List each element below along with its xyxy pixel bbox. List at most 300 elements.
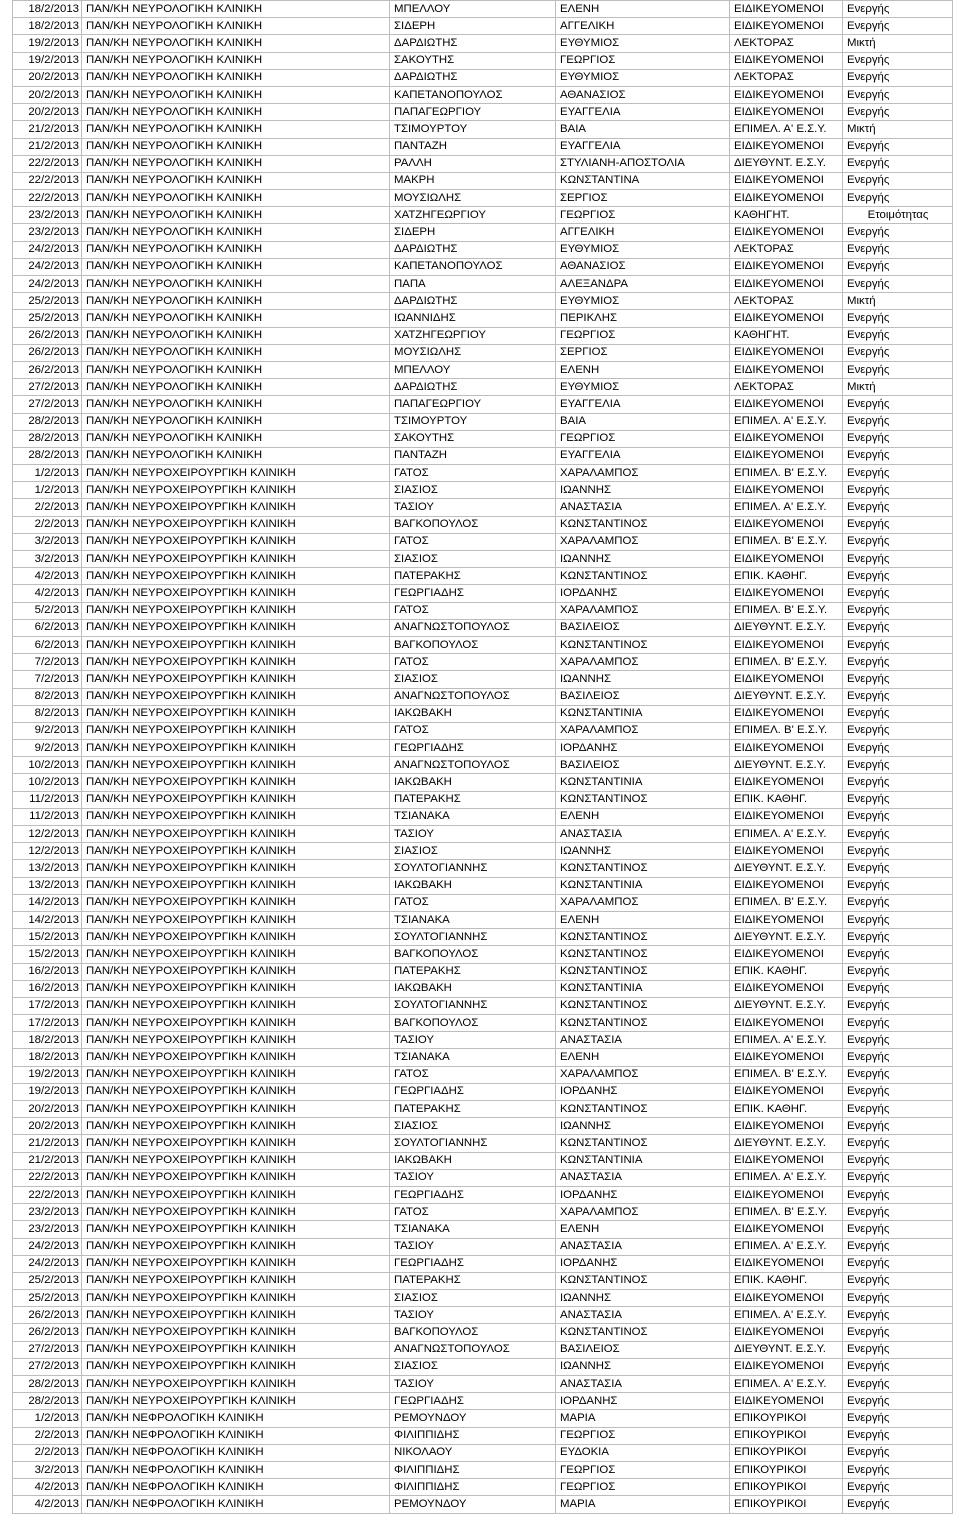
position-cell: ΕΙΔΙΚΕΥΟΜΕΝΟΙ [730, 585, 843, 602]
date-cell: 18/2/2013 [13, 1049, 82, 1066]
position-cell: ΕΙΔΙΚΕΥΟΜΕΝΟΙ [730, 224, 843, 241]
first-name-cell: ΚΩΝΣΤΑΝΤΙΝΙΑ [556, 1152, 730, 1169]
date-cell: 18/2/2013 [13, 1032, 82, 1049]
first-name-cell: ΣΕΡΓΙΟΣ [556, 190, 730, 207]
first-name-cell: ΙΩΑΝΝΗΣ [556, 1290, 730, 1307]
first-name-cell: ΑΓΓΕΛΙΚΗ [556, 18, 730, 35]
position-cell: ΛΕΚΤΟΡΑΣ [730, 35, 843, 52]
surname-cell: ΒΑΓΚΟΠΟΥΛΟΣ [390, 636, 556, 653]
duty-type-cell: Ενεργής [843, 1376, 953, 1393]
clinic-cell: ΠΑΝ/ΚΗ ΝΕΥΡΟΧΕΙΡΟΥΡΓΙΚΗ ΚΛΙΝΙΚΗ [82, 636, 390, 653]
duty-type-cell: Ενεργής [843, 722, 953, 739]
position-cell: ΕΠΙΚ. ΚΑΘΗΓ. [730, 1101, 843, 1118]
surname-cell: ΓΑΤΟΣ [390, 602, 556, 619]
surname-cell: ΓΑΤΟΣ [390, 533, 556, 550]
surname-cell: ΜΠΕΛΛΟΥ [390, 361, 556, 378]
table-row [13, 1101, 953, 1118]
duty-type-cell: Ενεργής [843, 430, 953, 447]
clinic-cell: ΠΑΝ/ΚΗ ΝΕΥΡΟΧΕΙΡΟΥΡΓΙΚΗ ΚΛΙΝΙΚΗ [82, 1186, 390, 1203]
date-cell: 12/2/2013 [13, 843, 82, 860]
position-cell: ΕΠΙΜΕΛ. Α' Ε.Σ.Υ. [730, 1238, 843, 1255]
duty-type-cell: Ετοιμότητας [843, 207, 953, 224]
first-name-cell: ΙΟΡΔΑΝΗΣ [556, 740, 730, 757]
table-row [13, 1461, 953, 1478]
surname-cell: ΠΑΤΕΡΑΚΗΣ [390, 791, 556, 808]
table-row [13, 1393, 953, 1410]
date-cell: 6/2/2013 [13, 636, 82, 653]
surname-cell: ΤΑΣΙΟΥ [390, 1169, 556, 1186]
date-cell: 27/2/2013 [13, 1358, 82, 1375]
duty-type-cell: Ενεργής [843, 447, 953, 464]
first-name-cell: ΕΥΘΥΜΙΟΣ [556, 35, 730, 52]
date-cell: 25/2/2013 [13, 1290, 82, 1307]
first-name-cell: ΒΑΣΙΛΕΙΟΣ [556, 757, 730, 774]
date-cell: 24/2/2013 [13, 276, 82, 293]
clinic-cell: ΠΑΝ/ΚΗ ΝΕΥΡΟΧΕΙΡΟΥΡΓΙΚΗ ΚΛΙΝΙΚΗ [82, 499, 390, 516]
surname-cell: ΜΟΥΣΙΩΛΗΣ [390, 344, 556, 361]
date-cell: 25/2/2013 [13, 1272, 82, 1289]
date-cell: 3/2/2013 [13, 1461, 82, 1478]
clinic-cell: ΠΑΝ/ΚΗ ΝΕΥΡΟΧΕΙΡΟΥΡΓΙΚΗ ΚΛΙΝΙΚΗ [82, 791, 390, 808]
position-cell: ΕΙΔΙΚΕΥΟΜΕΝΟΙ [730, 1015, 843, 1032]
date-cell: 12/2/2013 [13, 826, 82, 843]
table-row [13, 1238, 953, 1255]
surname-cell: ΡΕΜΟΥΝΔΟΥ [390, 1496, 556, 1513]
position-cell: ΚΑΘΗΓΗΤ. [730, 327, 843, 344]
duty-type-cell: Ενεργής [843, 1358, 953, 1375]
table-row [13, 361, 953, 378]
clinic-cell: ΠΑΝ/ΚΗ ΝΕΥΡΟΧΕΙΡΟΥΡΓΙΚΗ ΚΛΙΝΙΚΗ [82, 1169, 390, 1186]
duty-type-cell: Ενεργής [843, 276, 953, 293]
date-cell: 4/2/2013 [13, 568, 82, 585]
table-row [13, 671, 953, 688]
first-name-cell: ΜΑΡΙΑ [556, 1496, 730, 1513]
surname-cell: ΤΑΣΙΟΥ [390, 1307, 556, 1324]
surname-cell: ΣΟΥΛΤΟΓΙΑΝΝΗΣ [390, 860, 556, 877]
duty-type-cell: Μικτή [843, 121, 953, 138]
duty-type-cell: Ενεργής [843, 602, 953, 619]
clinic-cell: ΠΑΝ/ΚΗ ΝΕΥΡΟΛΟΓΙΚΗ ΚΛΙΝΙΚΗ [82, 430, 390, 447]
duty-type-cell: Ενεργής [843, 310, 953, 327]
duty-roster-rows [13, 1, 953, 1514]
date-cell: 26/2/2013 [13, 344, 82, 361]
surname-cell: ΣΙΑΣΙΟΣ [390, 482, 556, 499]
duty-type-cell: Ενεργής [843, 636, 953, 653]
clinic-cell: ΠΑΝ/ΚΗ ΝΕΦΡΟΛΟΓΙΚΗ ΚΛΙΝΙΚΗ [82, 1410, 390, 1427]
table-row [13, 705, 953, 722]
position-cell: ΕΠΙΚ. ΚΑΘΗΓ. [730, 568, 843, 585]
table-row [13, 654, 953, 671]
first-name-cell: ΧΑΡΑΛΑΜΠΟΣ [556, 894, 730, 911]
duty-type-cell: Ενεργής [843, 688, 953, 705]
duty-type-cell: Μικτή [843, 293, 953, 310]
first-name-cell: ΙΟΡΔΑΝΗΣ [556, 1186, 730, 1203]
duty-type-cell: Ενεργής [843, 224, 953, 241]
clinic-cell: ΠΑΝ/ΚΗ ΝΕΥΡΟΧΕΙΡΟΥΡΓΙΚΗ ΚΛΙΝΙΚΗ [82, 602, 390, 619]
clinic-cell: ΠΑΝ/ΚΗ ΝΕΦΡΟΛΟΓΙΚΗ ΚΛΙΝΙΚΗ [82, 1479, 390, 1496]
position-cell: ΕΠΙΚΟΥΡΙΚΟΙ [730, 1410, 843, 1427]
table-row [13, 980, 953, 997]
surname-cell: ΓΑΤΟΣ [390, 1204, 556, 1221]
first-name-cell: ΧΑΡΑΛΑΜΠΟΣ [556, 1204, 730, 1221]
duty-type-cell: Ενεργής [843, 774, 953, 791]
duty-type-cell: Ενεργής [843, 52, 953, 69]
position-cell: ΕΙΔΙΚΕΥΟΜΕΝΟΙ [730, 172, 843, 189]
first-name-cell: ΙΩΑΝΝΗΣ [556, 1118, 730, 1135]
table-row [13, 413, 953, 430]
table-row [13, 551, 953, 568]
clinic-cell: ΠΑΝ/ΚΗ ΝΕΦΡΟΛΟΓΙΚΗ ΚΛΙΝΙΚΗ [82, 1427, 390, 1444]
clinic-cell: ΠΑΝ/ΚΗ ΝΕΥΡΟΧΕΙΡΟΥΡΓΙΚΗ ΚΛΙΝΙΚΗ [82, 1204, 390, 1221]
first-name-cell: ΚΩΝΣΤΑΝΤΙΝΑ [556, 172, 730, 189]
first-name-cell: ΕΥΘΥΜΙΟΣ [556, 69, 730, 86]
position-cell: ΕΠΙΜΕΛ. Β' Ε.Σ.Υ. [730, 465, 843, 482]
first-name-cell: ΚΩΝΣΤΑΝΤΙΝΟΣ [556, 997, 730, 1014]
first-name-cell: ΕΛΕΝΗ [556, 808, 730, 825]
clinic-cell: ΠΑΝ/ΚΗ ΝΕΥΡΟΧΕΙΡΟΥΡΓΙΚΗ ΚΛΙΝΙΚΗ [82, 671, 390, 688]
position-cell: ΔΙΕΥΘΥΝΤ. Ε.Σ.Υ. [730, 1341, 843, 1358]
surname-cell: ΣΙΑΣΙΟΣ [390, 1118, 556, 1135]
surname-cell: ΣΙΑΣΙΟΣ [390, 551, 556, 568]
duty-type-cell: Ενεργής [843, 997, 953, 1014]
surname-cell: ΓΕΩΡΓΙΑΔΗΣ [390, 1255, 556, 1272]
clinic-cell: ΠΑΝ/ΚΗ ΝΕΥΡΟΧΕΙΡΟΥΡΓΙΚΗ ΚΛΙΝΙΚΗ [82, 1135, 390, 1152]
table-row [13, 636, 953, 653]
first-name-cell: ΕΛΕΝΗ [556, 1221, 730, 1238]
clinic-cell: ΠΑΝ/ΚΗ ΝΕΥΡΟΧΕΙΡΟΥΡΓΙΚΗ ΚΛΙΝΙΚΗ [82, 516, 390, 533]
first-name-cell: ΑΝΑΣΤΑΣΙΑ [556, 1307, 730, 1324]
clinic-cell: ΠΑΝ/ΚΗ ΝΕΥΡΟΧΕΙΡΟΥΡΓΙΚΗ ΚΛΙΝΙΚΗ [82, 688, 390, 705]
clinic-cell: ΠΑΝ/ΚΗ ΝΕΦΡΟΛΟΓΙΚΗ ΚΛΙΝΙΚΗ [82, 1444, 390, 1461]
surname-cell: ΧΑΤΖΗΓΕΩΡΓΙΟΥ [390, 327, 556, 344]
table-row [13, 722, 953, 739]
date-cell: 8/2/2013 [13, 688, 82, 705]
first-name-cell: ΒΑΣΙΛΕΙΟΣ [556, 1341, 730, 1358]
clinic-cell: ΠΑΝ/ΚΗ ΝΕΥΡΟΧΕΙΡΟΥΡΓΙΚΗ ΚΛΙΝΙΚΗ [82, 877, 390, 894]
duty-type-cell: Ενεργής [843, 396, 953, 413]
position-cell: ΕΙΔΙΚΕΥΟΜΕΝΟΙ [730, 104, 843, 121]
date-cell: 3/2/2013 [13, 551, 82, 568]
duty-type-cell: Ενεργής [843, 946, 953, 963]
table-row [13, 963, 953, 980]
surname-cell: ΓΑΤΟΣ [390, 465, 556, 482]
duty-type-cell: Ενεργής [843, 671, 953, 688]
table-row [13, 997, 953, 1014]
position-cell: ΔΙΕΥΘΥΝΤ. Ε.Σ.Υ. [730, 860, 843, 877]
clinic-cell: ΠΑΝ/ΚΗ ΝΕΥΡΟΛΟΓΙΚΗ ΚΛΙΝΙΚΗ [82, 224, 390, 241]
table-row [13, 740, 953, 757]
date-cell: 22/2/2013 [13, 155, 82, 172]
table-row [13, 1049, 953, 1066]
clinic-cell: ΠΑΝ/ΚΗ ΝΕΥΡΟΧΕΙΡΟΥΡΓΙΚΗ ΚΛΙΝΙΚΗ [82, 1393, 390, 1410]
first-name-cell: ΕΥΘΥΜΙΟΣ [556, 293, 730, 310]
duty-type-cell: Ενεργής [843, 18, 953, 35]
first-name-cell: ΙΩΑΝΝΗΣ [556, 482, 730, 499]
position-cell: ΕΙΔΙΚΕΥΟΜΕΝΟΙ [730, 190, 843, 207]
date-cell: 20/2/2013 [13, 86, 82, 103]
position-cell: ΕΠΙΜΕΛ. Α' Ε.Σ.Υ. [730, 1307, 843, 1324]
table-row [13, 276, 953, 293]
date-cell: 11/2/2013 [13, 808, 82, 825]
duty-type-cell: Μικτή [843, 35, 953, 52]
position-cell: ΕΠΙΚΟΥΡΙΚΟΙ [730, 1496, 843, 1513]
surname-cell: ΣΙΑΣΙΟΣ [390, 1358, 556, 1375]
position-cell: ΕΙΔΙΚΕΥΟΜΕΝΟΙ [730, 138, 843, 155]
surname-cell: ΤΣΙΑΝΑΚΑ [390, 911, 556, 928]
table-row [13, 1410, 953, 1427]
position-cell: ΕΠΙΜΕΛ. Β' Ε.Σ.Υ. [730, 654, 843, 671]
duty-type-cell: Ενεργής [843, 361, 953, 378]
clinic-cell: ΠΑΝ/ΚΗ ΝΕΥΡΟΧΕΙΡΟΥΡΓΙΚΗ ΚΛΙΝΙΚΗ [82, 860, 390, 877]
position-cell: ΕΙΔΙΚΕΥΟΜΕΝΟΙ [730, 740, 843, 757]
surname-cell: ΣΙΔΕΡΗ [390, 224, 556, 241]
date-cell: 24/2/2013 [13, 1255, 82, 1272]
duty-type-cell: Ενεργής [843, 1, 953, 18]
surname-cell: ΜΠΕΛΛΟΥ [390, 1, 556, 18]
surname-cell: ΦΙΛΙΠΠΙΔΗΣ [390, 1479, 556, 1496]
position-cell: ΕΠΙΚΟΥΡΙΚΟΙ [730, 1479, 843, 1496]
surname-cell: ΤΣΙΑΝΑΚΑ [390, 808, 556, 825]
surname-cell: ΔΑΡΔΙΩΤΗΣ [390, 35, 556, 52]
first-name-cell: ΧΑΡΑΛΑΜΠΟΣ [556, 1066, 730, 1083]
surname-cell: ΤΣΙΜΟΥΡΤΟΥ [390, 121, 556, 138]
table-row [13, 1032, 953, 1049]
surname-cell: ΓΑΤΟΣ [390, 722, 556, 739]
surname-cell: ΜΟΥΣΙΩΛΗΣ [390, 190, 556, 207]
table-row [13, 1255, 953, 1272]
clinic-cell: ΠΑΝ/ΚΗ ΝΕΥΡΟΧΕΙΡΟΥΡΓΙΚΗ ΚΛΙΝΙΚΗ [82, 619, 390, 636]
date-cell: 2/2/2013 [13, 1427, 82, 1444]
table-row [13, 516, 953, 533]
duty-type-cell: Ενεργής [843, 327, 953, 344]
first-name-cell: ΚΩΝΣΤΑΝΤΙΝΟΣ [556, 1135, 730, 1152]
surname-cell: ΒΑΓΚΟΠΟΥΛΟΣ [390, 946, 556, 963]
table-row [13, 877, 953, 894]
first-name-cell: ΚΩΝΣΤΑΝΤΙΝΟΣ [556, 929, 730, 946]
first-name-cell: ΕΛΕΝΗ [556, 361, 730, 378]
duty-type-cell: Ενεργής [843, 1118, 953, 1135]
first-name-cell: ΓΕΩΡΓΙΟΣ [556, 1461, 730, 1478]
position-cell: ΕΙΔΙΚΕΥΟΜΕΝΟΙ [730, 86, 843, 103]
duty-type-cell: Ενεργής [843, 86, 953, 103]
date-cell: 1/2/2013 [13, 482, 82, 499]
surname-cell: ΙΑΚΩΒΑΚΗ [390, 705, 556, 722]
position-cell: ΔΙΕΥΘΥΝΤ. Ε.Σ.Υ. [730, 929, 843, 946]
date-cell: 21/2/2013 [13, 138, 82, 155]
surname-cell: ΣΑΚΟΥΤΗΣ [390, 52, 556, 69]
clinic-cell: ΠΑΝ/ΚΗ ΝΕΥΡΟΛΟΓΙΚΗ ΚΛΙΝΙΚΗ [82, 361, 390, 378]
first-name-cell: ΚΩΝΣΤΑΝΤΙΝΟΣ [556, 963, 730, 980]
position-cell: ΕΙΔΙΚΕΥΟΜΕΝΟΙ [730, 447, 843, 464]
surname-cell: ΔΑΡΔΙΩΤΗΣ [390, 241, 556, 258]
date-cell: 2/2/2013 [13, 1444, 82, 1461]
duty-type-cell: Ενεργής [843, 413, 953, 430]
first-name-cell: ΧΑΡΑΛΑΜΠΟΣ [556, 465, 730, 482]
date-cell: 17/2/2013 [13, 1015, 82, 1032]
clinic-cell: ΠΑΝ/ΚΗ ΝΕΥΡΟΛΟΓΙΚΗ ΚΛΙΝΙΚΗ [82, 155, 390, 172]
clinic-cell: ΠΑΝ/ΚΗ ΝΕΥΡΟΧΕΙΡΟΥΡΓΙΚΗ ΚΛΙΝΙΚΗ [82, 946, 390, 963]
position-cell: ΕΙΔΙΚΕΥΟΜΕΝΟΙ [730, 636, 843, 653]
first-name-cell: ΕΥΑΓΓΕΛΙΑ [556, 447, 730, 464]
clinic-cell: ΠΑΝ/ΚΗ ΝΕΥΡΟΧΕΙΡΟΥΡΓΙΚΗ ΚΛΙΝΙΚΗ [82, 1255, 390, 1272]
surname-cell: ΓΑΤΟΣ [390, 654, 556, 671]
table-row [13, 585, 953, 602]
date-cell: 28/2/2013 [13, 447, 82, 464]
table-row [13, 1204, 953, 1221]
position-cell: ΕΙΔΙΚΕΥΟΜΕΝΟΙ [730, 1083, 843, 1100]
clinic-cell: ΠΑΝ/ΚΗ ΝΕΥΡΟΛΟΓΙΚΗ ΚΛΙΝΙΚΗ [82, 207, 390, 224]
date-cell: 20/2/2013 [13, 69, 82, 86]
clinic-cell: ΠΑΝ/ΚΗ ΝΕΥΡΟΧΕΙΡΟΥΡΓΙΚΗ ΚΛΙΝΙΚΗ [82, 654, 390, 671]
duty-type-cell: Ενεργής [843, 69, 953, 86]
clinic-cell: ΠΑΝ/ΚΗ ΝΕΥΡΟΧΕΙΡΟΥΡΓΙΚΗ ΚΛΙΝΙΚΗ [82, 1238, 390, 1255]
surname-cell: ΑΝΑΓΝΩΣΤΟΠΟΥΛΟΣ [390, 688, 556, 705]
duty-type-cell: Ενεργής [843, 465, 953, 482]
position-cell: ΕΙΔΙΚΕΥΟΜΕΝΟΙ [730, 843, 843, 860]
table-row [13, 946, 953, 963]
table-row [13, 224, 953, 241]
table-row [13, 860, 953, 877]
first-name-cell: ΚΩΝΣΤΑΝΤΙΝΟΣ [556, 791, 730, 808]
duty-type-cell: Ενεργής [843, 1066, 953, 1083]
date-cell: 26/2/2013 [13, 327, 82, 344]
date-cell: 28/2/2013 [13, 413, 82, 430]
clinic-cell: ΠΑΝ/ΚΗ ΝΕΥΡΟΧΕΙΡΟΥΡΓΙΚΗ ΚΛΙΝΙΚΗ [82, 482, 390, 499]
date-cell: 4/2/2013 [13, 1479, 82, 1496]
table-row [13, 1066, 953, 1083]
clinic-cell: ΠΑΝ/ΚΗ ΝΕΥΡΟΧΕΙΡΟΥΡΓΙΚΗ ΚΛΙΝΙΚΗ [82, 551, 390, 568]
clinic-cell: ΠΑΝ/ΚΗ ΝΕΥΡΟΧΕΙΡΟΥΡΓΙΚΗ ΚΛΙΝΙΚΗ [82, 533, 390, 550]
first-name-cell: ΙΟΡΔΑΝΗΣ [556, 1255, 730, 1272]
surname-cell: ΧΑΤΖΗΓΕΩΡΓΙΟΥ [390, 207, 556, 224]
date-cell: 24/2/2013 [13, 1238, 82, 1255]
position-cell: ΕΙΔΙΚΕΥΟΜΕΝΟΙ [730, 911, 843, 928]
clinic-cell: ΠΑΝ/ΚΗ ΝΕΥΡΟΛΟΓΙΚΗ ΚΛΙΝΙΚΗ [82, 396, 390, 413]
date-cell: 26/2/2013 [13, 1307, 82, 1324]
table-row [13, 190, 953, 207]
date-cell: 18/2/2013 [13, 1, 82, 18]
table-row [13, 826, 953, 843]
surname-cell: ΔΑΡΔΙΩΤΗΣ [390, 293, 556, 310]
date-cell: 23/2/2013 [13, 1221, 82, 1238]
duty-type-cell: Ενεργής [843, 1444, 953, 1461]
table-row [13, 1135, 953, 1152]
table-row [13, 258, 953, 275]
duty-type-cell: Ενεργής [843, 499, 953, 516]
duty-type-cell: Ενεργής [843, 533, 953, 550]
position-cell: ΕΙΔΙΚΕΥΟΜΕΝΟΙ [730, 276, 843, 293]
position-cell: ΕΙΔΙΚΕΥΟΜΕΝΟΙ [730, 877, 843, 894]
date-cell: 18/2/2013 [13, 18, 82, 35]
position-cell: ΕΙΔΙΚΕΥΟΜΕΝΟΙ [730, 516, 843, 533]
first-name-cell: ΒΑΣΙΛΕΙΟΣ [556, 688, 730, 705]
surname-cell: ΠΑΠΑΓΕΩΡΓΙΟΥ [390, 396, 556, 413]
table-row [13, 911, 953, 928]
first-name-cell: ΕΛΕΝΗ [556, 1, 730, 18]
table-row [13, 1307, 953, 1324]
date-cell: 22/2/2013 [13, 1186, 82, 1203]
clinic-cell: ΠΑΝ/ΚΗ ΝΕΥΡΟΛΟΓΙΚΗ ΚΛΙΝΙΚΗ [82, 35, 390, 52]
date-cell: 23/2/2013 [13, 224, 82, 241]
clinic-cell: ΠΑΝ/ΚΗ ΝΕΥΡΟΛΟΓΙΚΗ ΚΛΙΝΙΚΗ [82, 86, 390, 103]
table-row [13, 86, 953, 103]
date-cell: 16/2/2013 [13, 980, 82, 997]
position-cell: ΚΑΘΗΓΗΤ. [730, 207, 843, 224]
table-row [13, 1118, 953, 1135]
first-name-cell: ΚΩΝΣΤΑΝΤΙΝΟΣ [556, 1272, 730, 1289]
duty-type-cell: Ενεργής [843, 190, 953, 207]
date-cell: 27/2/2013 [13, 1341, 82, 1358]
date-cell: 27/2/2013 [13, 396, 82, 413]
date-cell: 11/2/2013 [13, 791, 82, 808]
duty-type-cell: Ενεργής [843, 1083, 953, 1100]
surname-cell: ΙΑΚΩΒΑΚΗ [390, 1152, 556, 1169]
clinic-cell: ΠΑΝ/ΚΗ ΝΕΥΡΟΧΕΙΡΟΥΡΓΙΚΗ ΚΛΙΝΙΚΗ [82, 911, 390, 928]
date-cell: 17/2/2013 [13, 997, 82, 1014]
clinic-cell: ΠΑΝ/ΚΗ ΝΕΥΡΟΧΕΙΡΟΥΡΓΙΚΗ ΚΛΙΝΙΚΗ [82, 757, 390, 774]
surname-cell: ΔΑΡΔΙΩΤΗΣ [390, 69, 556, 86]
position-cell: ΕΠΙΜΕΛ. Β' Ε.Σ.Υ. [730, 1066, 843, 1083]
table-row [13, 241, 953, 258]
surname-cell: ΦΙΛΙΠΠΙΔΗΣ [390, 1461, 556, 1478]
position-cell: ΕΠΙΜΕΛ. Β' Ε.Σ.Υ. [730, 533, 843, 550]
first-name-cell: ΕΥΑΓΓΕΛΙΑ [556, 104, 730, 121]
date-cell: 15/2/2013 [13, 929, 82, 946]
clinic-cell: ΠΑΝ/ΚΗ ΝΕΥΡΟΧΕΙΡΟΥΡΓΙΚΗ ΚΛΙΝΙΚΗ [82, 465, 390, 482]
table-row [13, 568, 953, 585]
first-name-cell: ΓΕΩΡΓΙΟΣ [556, 52, 730, 69]
position-cell: ΕΠΙΚΟΥΡΙΚΟΙ [730, 1461, 843, 1478]
position-cell: ΕΙΔΙΚΕΥΟΜΕΝΟΙ [730, 1049, 843, 1066]
position-cell: ΕΙΔΙΚΕΥΟΜΕΝΟΙ [730, 1255, 843, 1272]
position-cell: ΕΠΙΜΕΛ. Α' Ε.Σ.Υ. [730, 413, 843, 430]
clinic-cell: ΠΑΝ/ΚΗ ΝΕΥΡΟΛΟΓΙΚΗ ΚΛΙΝΙΚΗ [82, 447, 390, 464]
table-row [13, 1341, 953, 1358]
date-cell: 22/2/2013 [13, 190, 82, 207]
clinic-cell: ΠΑΝ/ΚΗ ΝΕΥΡΟΧΕΙΡΟΥΡΓΙΚΗ ΚΛΙΝΙΚΗ [82, 1307, 390, 1324]
clinic-cell: ΠΑΝ/ΚΗ ΝΕΥΡΟΛΟΓΙΚΗ ΚΛΙΝΙΚΗ [82, 327, 390, 344]
table-row [13, 808, 953, 825]
clinic-cell: ΠΑΝ/ΚΗ ΝΕΥΡΟΧΕΙΡΟΥΡΓΙΚΗ ΚΛΙΝΙΚΗ [82, 808, 390, 825]
first-name-cell: ΚΩΝΣΤΑΝΤΙΝΟΣ [556, 946, 730, 963]
surname-cell: ΤΣΙΜΟΥΡΤΟΥ [390, 413, 556, 430]
first-name-cell: ΑΝΑΣΤΑΣΙΑ [556, 499, 730, 516]
surname-cell: ΠΑΤΕΡΑΚΗΣ [390, 568, 556, 585]
position-cell: ΕΙΔΙΚΕΥΟΜΕΝΟΙ [730, 258, 843, 275]
table-row [13, 344, 953, 361]
first-name-cell: ΕΛΕΝΗ [556, 911, 730, 928]
clinic-cell: ΠΑΝ/ΚΗ ΝΕΥΡΟΛΟΓΙΚΗ ΚΛΙΝΙΚΗ [82, 52, 390, 69]
table-row [13, 929, 953, 946]
clinic-cell: ΠΑΝ/ΚΗ ΝΕΥΡΟΧΕΙΡΟΥΡΓΙΚΗ ΚΛΙΝΙΚΗ [82, 1376, 390, 1393]
table-row [13, 1324, 953, 1341]
clinic-cell: ΠΑΝ/ΚΗ ΝΕΥΡΟΧΕΙΡΟΥΡΓΙΚΗ ΚΛΙΝΙΚΗ [82, 1032, 390, 1049]
date-cell: 1/2/2013 [13, 1410, 82, 1427]
first-name-cell: ΓΕΩΡΓΙΟΣ [556, 430, 730, 447]
surname-cell: ΤΑΣΙΟΥ [390, 1376, 556, 1393]
table-row [13, 1479, 953, 1496]
clinic-cell: ΠΑΝ/ΚΗ ΝΕΥΡΟΛΟΓΙΚΗ ΚΛΙΝΙΚΗ [82, 18, 390, 35]
position-cell: ΕΙΔΙΚΕΥΟΜΕΝΟΙ [730, 671, 843, 688]
first-name-cell: ΜΑΡΙΑ [556, 1410, 730, 1427]
surname-cell: ΣΑΚΟΥΤΗΣ [390, 430, 556, 447]
first-name-cell: ΓΕΩΡΓΙΟΣ [556, 327, 730, 344]
table-row [13, 1221, 953, 1238]
table-row [13, 482, 953, 499]
surname-cell: ΓΕΩΡΓΙΑΔΗΣ [390, 1083, 556, 1100]
date-cell: 4/2/2013 [13, 585, 82, 602]
surname-cell: ΓΕΩΡΓΙΑΔΗΣ [390, 1393, 556, 1410]
